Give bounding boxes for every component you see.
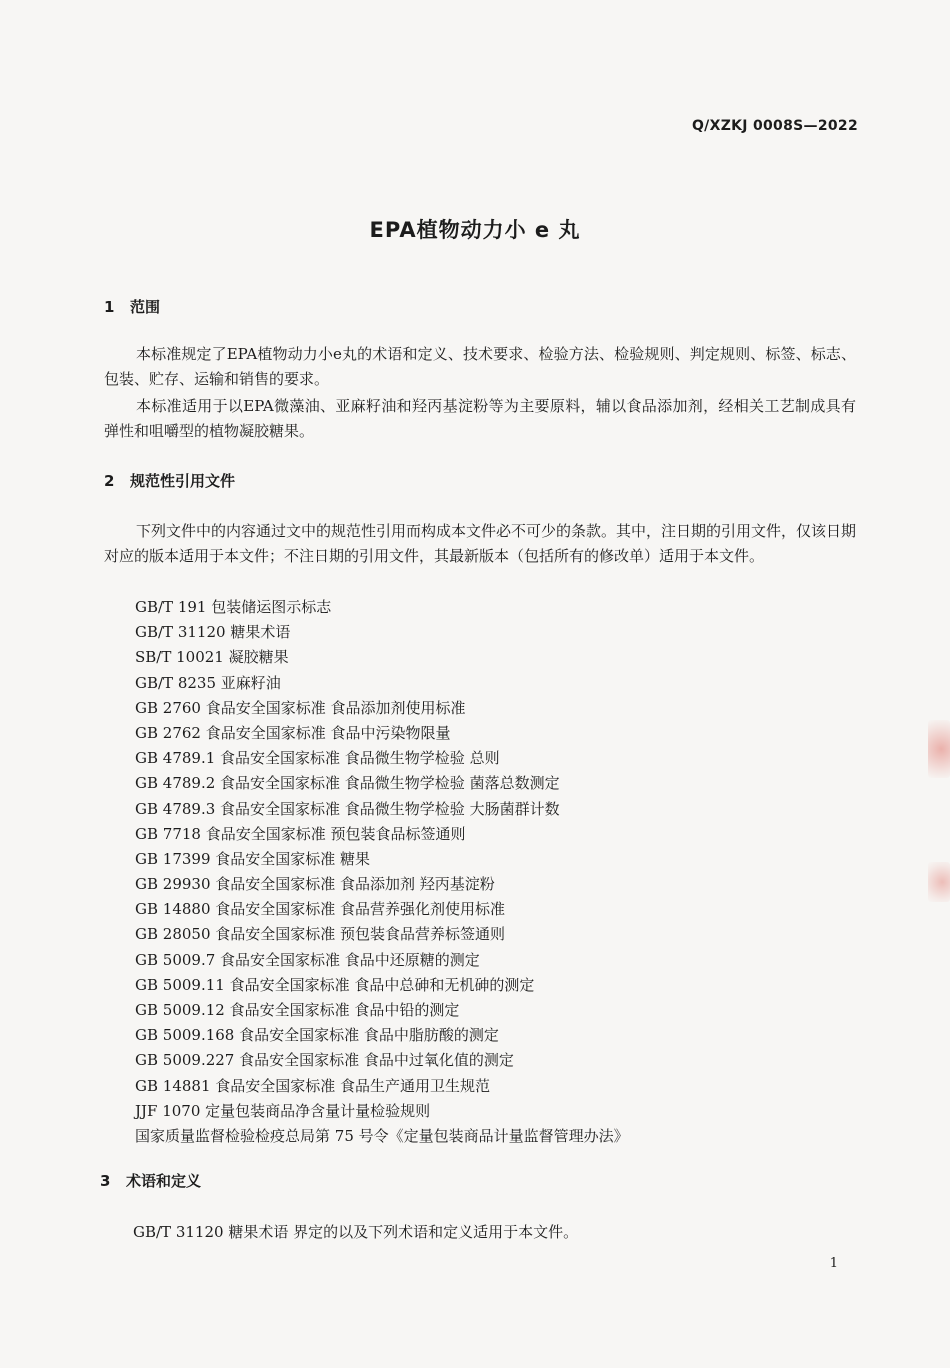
seal-fragment-icon [928, 720, 950, 778]
section-1-heading [104, 296, 160, 317]
reference-item: GB 2760 食品安全国家标准 食品添加剂使用标准 [135, 698, 466, 717]
section-title: 术语和定义 [126, 1172, 202, 1190]
reference-item: GB 4789.1 食品安全国家标准 食品微生物学检验 总则 [135, 749, 500, 768]
section-number: 1 [104, 298, 115, 316]
document-title: EPA植物动力小 e 丸 [369, 218, 581, 242]
reference-item: GB/T 8235 亚麻籽油 [135, 673, 281, 692]
reference-item: 国家质量监督检验检疫总局第 75 号令《定量包装商品计量监督管理办法》 [135, 1126, 629, 1145]
section-3-heading [100, 1170, 201, 1191]
reference-item: GB 5009.11 食品安全国家标准 食品中总砷和无机砷的测定 [135, 975, 535, 994]
page-number: 1 [829, 1256, 838, 1271]
reference-item: GB 4789.3 食品安全国家标准 食品微生物学检验 大肠菌群计数 [135, 799, 560, 818]
reference-item: GB 29930 食品安全国家标准 食品添加剂 羟丙基淀粉 [135, 875, 495, 894]
section-1-paragraph-2: 本标准适用于以EPA微藻油、亚麻籽油和羟丙基淀粉等为主要原料，辅以食品添加剂，经相关工艺制成具有弹性和咀嚼型的植物凝胶糖果。 [104, 397, 856, 440]
section-3-paragraph-1: GB/T 31120 糖果术语 界定的以及下列术语和定义适用于本文件。 [133, 1223, 579, 1241]
reference-item: GB 14881 食品安全国家标准 食品生产通用卫生规范 [135, 1076, 491, 1095]
reference-item: GB 28050 食品安全国家标准 预包装食品营养标签通则 [135, 925, 506, 944]
reference-item: GB 2762 食品安全国家标准 食品中污染物限量 [135, 723, 451, 742]
reference-item: JJF 1070 定量包装商品净含量计量检验规则 [135, 1101, 431, 1120]
reference-item: GB 7718 食品安全国家标准 预包装食品标签通则 [135, 824, 466, 843]
section-1-paragraph-1: 本标准规定了EPA植物动力小e丸的术语和定义、技术要求、检验方法、检验规则、判定规则、标签、标志、包装、贮存、运输和销售的要求。 [104, 345, 856, 388]
section-2-heading [104, 470, 235, 491]
reference-item: GB 5009.12 食品安全国家标准 食品中铅的测定 [135, 1001, 460, 1019]
seal-fragment-icon [928, 862, 950, 902]
reference-item: GB 4789.2 食品安全国家标准 食品微生物学检验 菌落总数测定 [135, 774, 560, 793]
section-title: 范围 [130, 298, 161, 316]
section-2-paragraph-1: 下列文件中的内容通过文中的规范性引用而构成本文件必不可少的条款。其中，注日期的引用文件，仅该日期对应的版本适用于本文件；不注日期的引用文件，其最新版本（包括所有的修改单）适用于本文件。 [104, 522, 857, 565]
reference-item: GB 17399 食品安全国家标准 糖果 [135, 849, 371, 868]
reference-item: GB 5009.7 食品安全国家标准 食品中还原糖的测定 [135, 950, 480, 969]
reference-item: GB/T 31120 糖果术语 [135, 623, 291, 642]
section-number: 2 [104, 472, 115, 490]
reference-item: GB 5009.227 食品安全国家标准 食品中过氧化值的测定 [135, 1051, 514, 1070]
reference-item: GB/T 191 包装储运图示标志 [135, 598, 332, 616]
reference-item: SB/T 10021 凝胶糖果 [135, 648, 289, 667]
section-title: 规范性引用文件 [130, 472, 236, 490]
reference-item: GB 5009.168 食品安全国家标准 食品中脂肪酸的测定 [135, 1026, 499, 1045]
reference-item: GB 14880 食品安全国家标准 食品营养强化剂使用标准 [135, 900, 506, 919]
section-number: 3 [100, 1172, 111, 1190]
normative-references-list [135, 595, 629, 1149]
document-code: Q/XZKJ 0008S—2022 [691, 118, 858, 134]
